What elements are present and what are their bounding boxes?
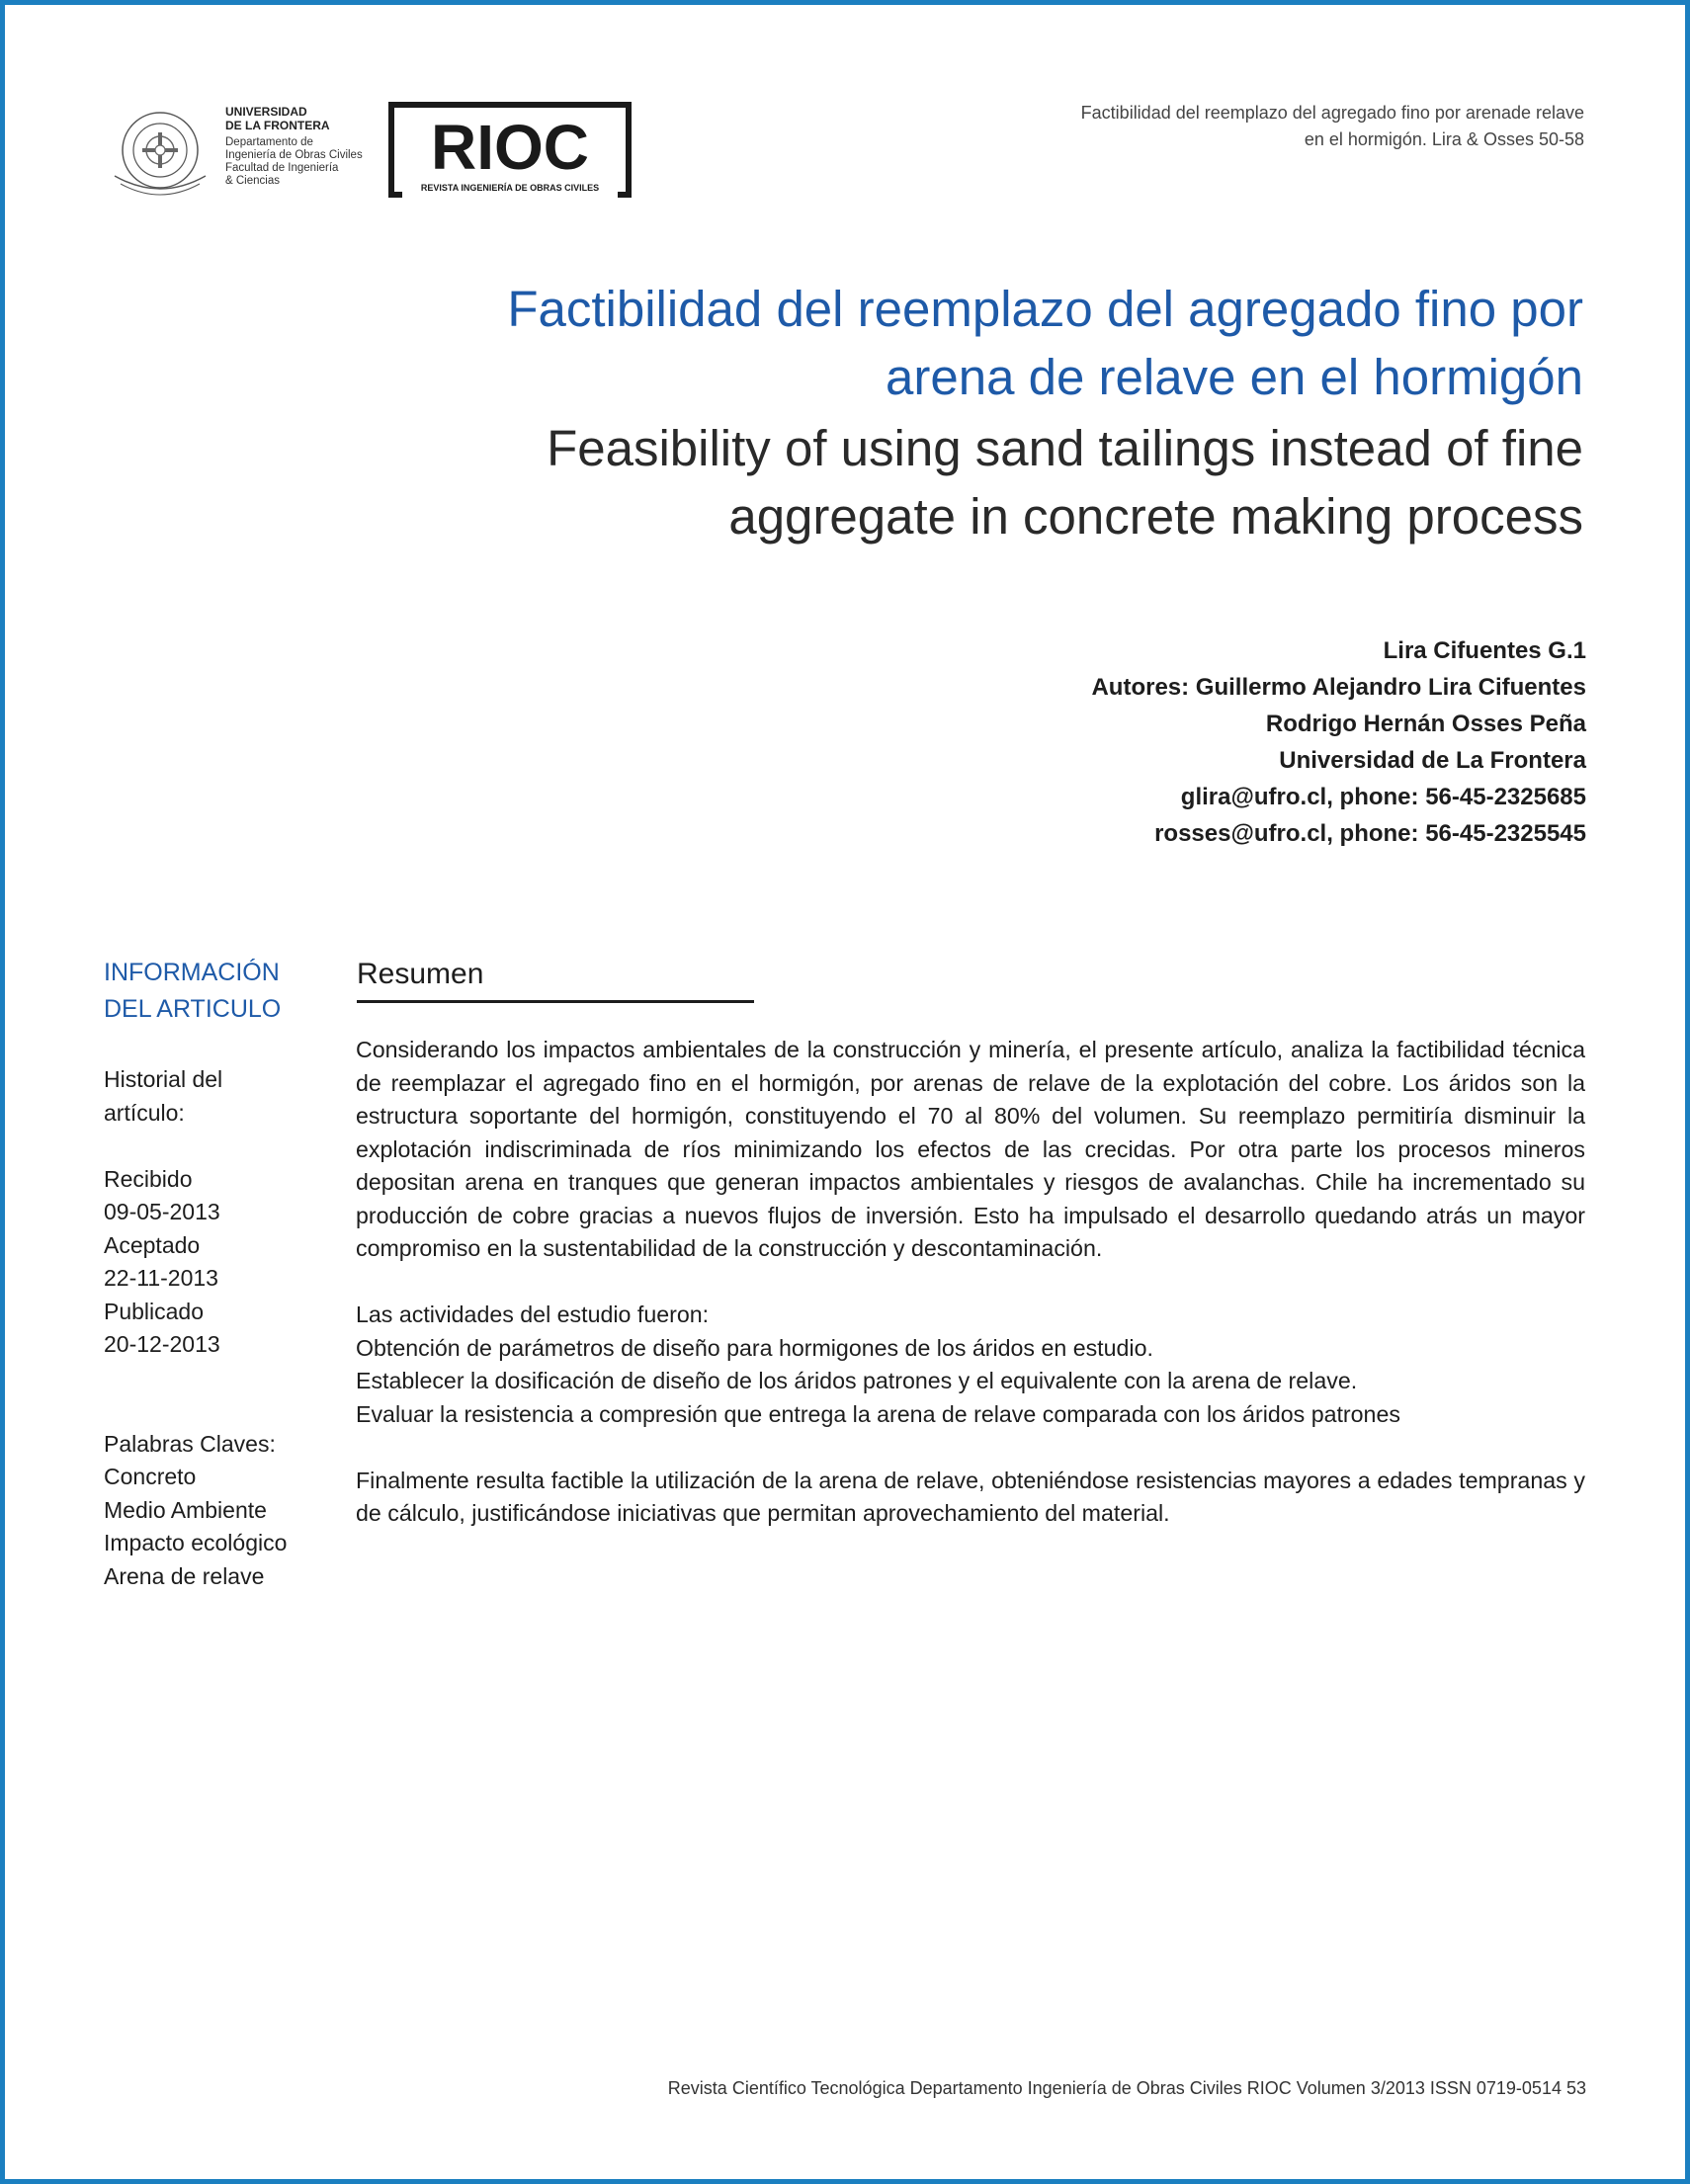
- department-line: Departamento de: [225, 136, 313, 148]
- title-spanish: [397, 275, 1583, 411]
- article-info-heading: INFORMACIÓN DEL ARTICULO: [104, 959, 282, 1023]
- department-line: Ingeniería de Obras Civiles: [225, 149, 363, 161]
- author-affiliation: Universidad de La Frontera: [1279, 747, 1586, 774]
- keyword: Arena de relave: [104, 1562, 265, 1589]
- abstract-conclusion: Finalmente resulta factible la utilización de la arena de relave, obteniéndose resistencias mayores a edades tempranas y de cálculo, justificándose iniciativas que permitan aprovechamiento del material.: [356, 1467, 1585, 1526]
- title-english-line: aggregate in concrete making process: [728, 488, 1583, 545]
- university-name-line: UNIVERSIDAD: [225, 105, 307, 119]
- activities-intro: Las actividades del estudio fueron:: [356, 1302, 710, 1327]
- department-line: Facultad de Ingeniería: [225, 162, 339, 174]
- author-email: rosses@ufro.cl, phone: 56-45-2325545: [1154, 820, 1586, 847]
- accepted-label: Aceptado: [104, 1231, 201, 1258]
- received-label: Recibido: [104, 1165, 193, 1192]
- university-name-line: DE LA FRONTERA: [225, 119, 330, 132]
- accepted-date: 22-11-2013: [104, 1265, 218, 1291]
- history-label: artículo:: [104, 1099, 185, 1126]
- author-line: Rodrigo Hernán Osses Peña: [1265, 711, 1586, 737]
- keyword: Concreto: [104, 1464, 197, 1489]
- rioc-journal-logo: [388, 102, 632, 198]
- author-line: Autores: Guillermo Alejandro Lira Cifuentes: [1091, 674, 1586, 701]
- university-seal-logo: [111, 107, 210, 198]
- activity-item: Evaluar la resistencia a compresión que entrega la arena de relave comparada con los áridos patrones: [356, 1400, 1400, 1427]
- keywords-label: Palabras Claves:: [104, 1430, 276, 1457]
- author-email: glira@ufro.cl, phone: 56-45-2325685: [1180, 784, 1586, 810]
- department-line: & Ciencias: [225, 175, 280, 187]
- page-footer: Revista Científico Tecnológica Departamento Ingeniería de Obras Civiles RIOC Volumen 3/2013 ISSN 0719-0514 53: [667, 2078, 1586, 2098]
- abstract-heading-underline: [357, 1000, 754, 1003]
- article-info-sidebar: [104, 1063, 331, 1593]
- title-spanish-line: arena de relave en el hormigón: [886, 349, 1583, 405]
- history-label: Historial del: [104, 1066, 223, 1092]
- keyword: Medio Ambiente: [104, 1496, 267, 1523]
- published-date: 20-12-2013: [104, 1331, 220, 1357]
- running-head-line: Factibilidad del reemplazo del agregado fino por arenade relave: [1080, 103, 1584, 123]
- title-spanish-line: Factibilidad del reemplazo del agregado fino por: [507, 281, 1583, 337]
- keyword: Impacto ecológico: [104, 1530, 288, 1555]
- rioc-logo-text: RIOC: [431, 112, 589, 183]
- rioc-logo-subtitle: REVISTA INGENIERÍA DE OBRAS CIVILES: [420, 183, 600, 193]
- title-english-line: Feasibility of using sand tailings instead of fine: [547, 420, 1583, 476]
- title-english: [397, 414, 1583, 550]
- running-head: [892, 100, 1584, 153]
- received-date: 09-05-2013: [104, 1199, 220, 1224]
- abstract-heading: Resumen: [357, 958, 484, 990]
- abstract-paragraph: Considerando los impactos ambientales de la construcción y minería, el presente artículo, analiza la factibilidad técnica de reemplazar el agregado fino en el hormigón, por arenas de relave de la explotación del cobre. Los áridos son la estructura soportante del hormigón, constituyendo el 70 al 80% del volumen. Su reemplazo permitiría disminuir la explotación indiscriminada de ríos minimizando los efectos de las crecidas. Por otra parte los procesos mineros depositan arena en tranques que generan impactos ambientales y riesgos de avalanchas. Chile ha incrementado su producción de cobre gracias a nuevos flujos de inversión. Esto ha impulsado el desarrollo quedando atrás un mayor compromiso en la sustentabilidad de la construcción y descontaminación.: [356, 1037, 1585, 1261]
- abstract-body: [356, 1034, 1585, 1531]
- authors-block: [697, 632, 1586, 852]
- university-block: [225, 105, 383, 188]
- published-label: Publicado: [104, 1298, 205, 1324]
- running-head-line: en el hormigón. Lira & Osses 50-58: [1304, 129, 1584, 149]
- activity-item: Establecer la dosificación de diseño de los áridos patrones y el equivalente con la arena de relave.: [356, 1368, 1358, 1393]
- author-line: Lira Cifuentes G.1: [1383, 637, 1586, 664]
- activity-item: Obtención de parámetros de diseño para hormigones de los áridos en estudio.: [356, 1334, 1153, 1361]
